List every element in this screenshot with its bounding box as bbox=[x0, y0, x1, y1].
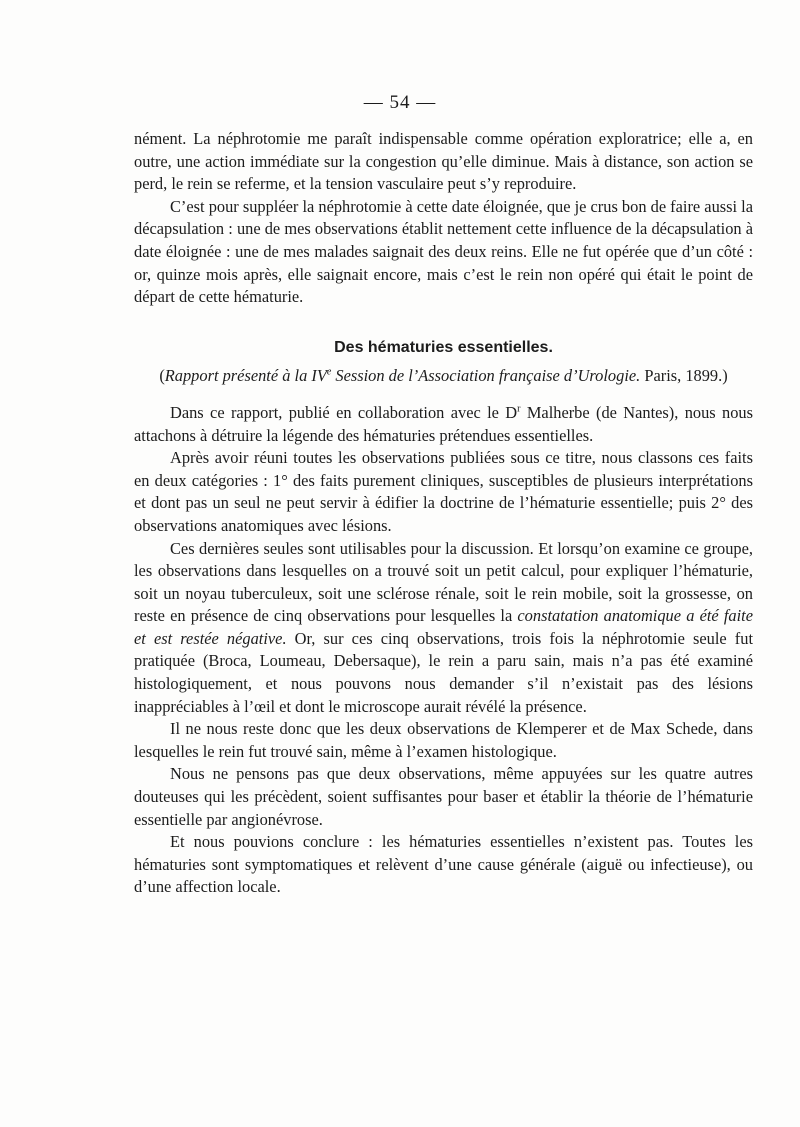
reference-title-part-1: Rapport présenté à la IV bbox=[164, 366, 327, 386]
continuation-paragraph-1: nément. La néphrotomie me paraît indispensable comme opération exploratrice; elle a, en outre, une action immédiate sur la congestion qu’elle diminue. Mais à distance, son action se perd, le rein se referme, et la tension vasculaire peut s’y reproduire. bbox=[134, 129, 753, 194]
reference-open-paren: ( bbox=[159, 366, 165, 386]
paragraph-categories: Après avoir réuni toutes les observations publiées sous ce titre, nous classons ces faits en deux catégories : 1° des faits purement cliniques, susceptibles de plusieurs interprétations et dont pas un seul ne peut servir à édifier la doctrine de l’hématurie essentielle; puis 2° des observations anatomiques avec lésions. bbox=[134, 448, 753, 535]
section-title: Des hématuries essentielles. bbox=[334, 338, 553, 356]
paragraph-report bbox=[134, 402, 753, 447]
continuation-paragraph-2: C’est pour suppléer la néphrotomie à cette date éloignée, que je crus bon de faire aussi la décapsulation : une de mes observations établit nettement cette influence de la décapsulation à date éloignée : une de mes malades saignait des deux reins. Elle ne fut opérée que d’un côté : or, quinze mois après, elle saignait encore, mais c’est le rein non opéré qui était le point de départ de cette hématurie. bbox=[134, 196, 754, 307]
paragraph-conclusion: Et nous pouvions conclure : les hématuries essentielles n’existent pas. Toutes les hématuries sont symptomatiques et relèvent d’une cause générale (aiguë ou infectieuse), ou d’une affection locale. bbox=[134, 832, 753, 897]
doctor-superscript: r bbox=[517, 403, 521, 415]
paragraph-report-part-1: Dans ce rapport, publié en collaboration avec le D bbox=[170, 402, 518, 422]
paragraph-klemperer-schede: Il ne nous reste donc que les deux observations de Klemperer et de Max Schede, dans lesquelles le rein fut trouvé sain, même à l’examen histologique. bbox=[134, 719, 753, 761]
reference-place-year: Paris, 1899.) bbox=[640, 366, 728, 386]
reference-superscript: e bbox=[326, 366, 332, 378]
reference-title-part-2: Session de l’Association française d’Urologie. bbox=[331, 366, 641, 386]
paragraph-report-part-2: Malherbe (de Nantes), nous nous attachons à détruire la légende des hématuries prétendues essentielles. bbox=[134, 402, 754, 445]
page-number: — 54 — bbox=[363, 92, 437, 113]
paragraph-observations-part-2: Or, sur ces cinq observations, trois fois la néphrotomie seule fut pratiquée (Broca, Loumeau, Debersaque), le rein a paru sain, mais n’a pas été examiné histologiquement, et nous pouvons nous demander s’il n’existait pas des lésions inappréciables à l’œil et dont le microscope aurait révélé la présence. bbox=[134, 628, 753, 716]
publication-reference bbox=[134, 365, 753, 388]
paragraph-angioneurosis: Nous ne pensons pas que deux observations, même appuyées sur les quatre autres douteuses qui les précèdent, soient suffisantes pour baser et établir la théorie de l’hématurie essentielle par angionévrose. bbox=[134, 764, 753, 829]
paragraph-observations-emphasis: constatation anatomique a été faite et est restée négative. bbox=[134, 606, 753, 648]
body-text bbox=[134, 128, 753, 899]
paragraph-observations-part-1: Ces dernières seules sont utilisables pour la discussion. Et lorsqu’on examine ce groupe, les observations dans lesquelles on a trouvé soit un petit calcul, pour expliquer l’hématurie, soit un noyau tuberculeux, soit une sclérose rénale, soit le rein mobile, soit la grossesse, on reste en présence de cinq observations pour lesquelles la bbox=[134, 538, 753, 626]
paragraph-observations bbox=[134, 538, 753, 719]
